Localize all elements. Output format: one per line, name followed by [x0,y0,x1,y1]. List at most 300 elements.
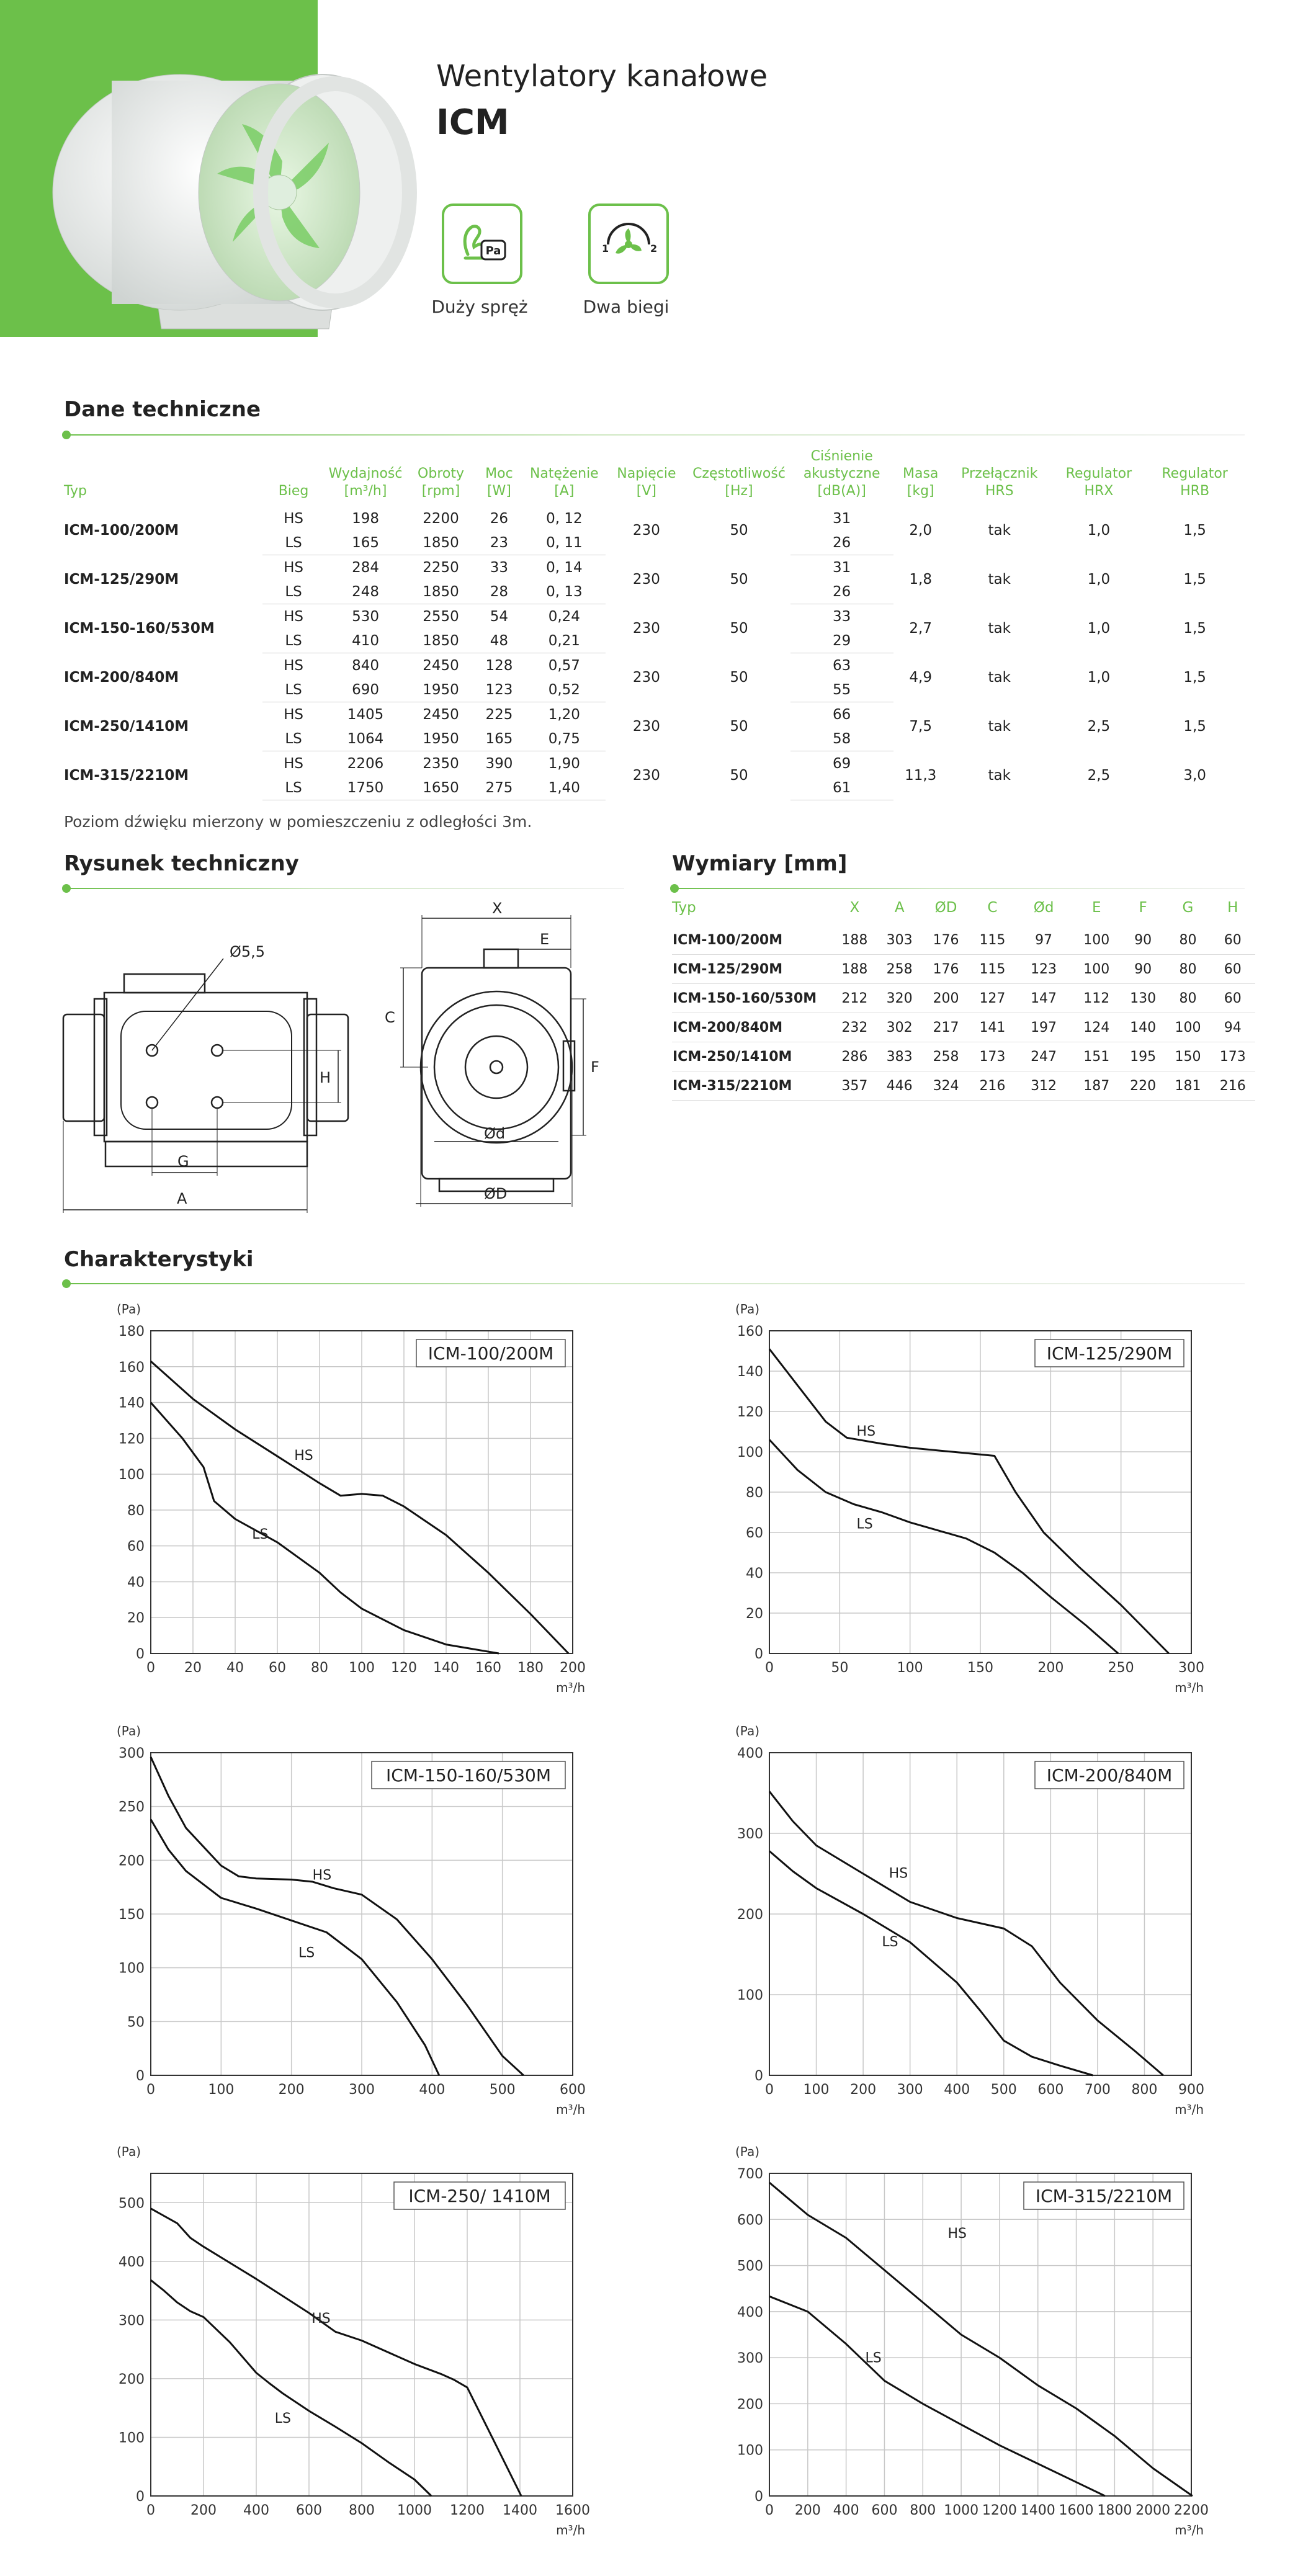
table-cell: 54 [490,608,509,625]
series-line-hs [769,1791,1163,2075]
header-line: [W] [486,483,511,499]
y-axis-label: (Pa) [117,2144,141,2159]
feature-label-two-speed: Dwa biegi [583,297,669,317]
table-cell: 2200 [423,510,459,527]
y-tick-label: 400 [737,1746,763,1761]
x-tick-label: 100 [803,2082,830,2098]
table-cell: 197 [1015,1013,1073,1042]
table-cell: 80 [1165,984,1210,1013]
header-line: [kg] [907,483,934,499]
x-tick-label: 300 [349,2082,375,2098]
table-cell: tak [988,669,1011,686]
dimensions-header-cell: E [1092,900,1101,916]
x-tick-label: 20 [184,1660,202,1676]
table-cell: 303 [877,926,922,955]
table-cell: 2,0 [909,522,932,539]
x-tick-label: 1600 [555,2503,590,2518]
table-cell: 258 [877,955,922,984]
table-cell: ICM-200/840M [672,1013,832,1042]
chart-4 [117,2144,590,2538]
x-tick-label: 800 [1131,2082,1158,2098]
header-line: [V] [636,483,656,499]
y-tick-label: 180 [119,1324,145,1339]
table-cell: 176 [922,955,970,984]
table-cell: 212 [832,984,877,1013]
table-cell: 100 [1073,926,1121,955]
table-cell: LS [262,579,324,604]
y-tick-label: 160 [119,1359,145,1375]
y-tick-label: 500 [119,2196,145,2212]
header-line: HRB [1180,483,1210,499]
series-label-hs: HS [947,2226,967,2242]
x-tick-label: 200 [190,2503,217,2518]
table-cell: LS [262,776,324,800]
y-tick-label: 100 [737,1988,763,2003]
table-cell: 128 [485,657,513,674]
y-tick-label: 300 [119,2313,145,2329]
x-tick-label: 200 [278,2082,305,2098]
y-tick-label: 500 [737,2258,763,2274]
x-tick-label: 200 [560,1660,586,1676]
header-line: Masa [903,466,939,481]
series-line-ls [151,2280,431,2496]
table-cell: 50 [730,669,748,686]
dimensions-header-cell: ØD [934,900,957,916]
table-cell: 0,24 [548,608,580,625]
series-label-ls: LS [252,1527,269,1543]
x-tick-label: 1000 [944,2503,979,2518]
x-tick-label: 180 [517,1660,544,1676]
y-axis-label: (Pa) [735,1724,760,1738]
x-tick-label: 500 [990,2082,1017,2098]
table-cell: 173 [1211,1042,1255,1071]
table-cell: 188 [832,955,877,984]
table-cell: 216 [1211,1071,1255,1101]
table-cell: LS [262,530,324,555]
table-cell: 48 [475,628,523,653]
series-line-ls [769,1440,1118,1654]
table-cell: 230 [632,669,660,686]
y-tick-label: 100 [119,2430,145,2446]
table-cell: ICM-250/1410M [64,718,189,735]
x-tick-label: 600 [871,2503,898,2518]
table-cell: 1,40 [523,776,606,800]
x-tick-label: 140 [433,1660,459,1676]
x-axis-label: m³/h [556,1680,585,1695]
table-cell: 50 [730,767,748,784]
chart-0 [117,1302,586,1695]
x-tick-label: 1000 [397,2503,432,2518]
table-cell: 94 [1211,1013,1255,1042]
series-label-hs: HS [311,2311,331,2327]
header-line: Regulator [1162,466,1228,481]
table-cell: 31 [833,559,851,576]
table-cell: 530 [352,608,379,625]
table-cell: 1850 [406,530,475,555]
y-tick-label: 100 [119,1467,145,1483]
table-cell: 60 [1211,926,1255,955]
y-tick-label: 0 [754,2068,763,2084]
table-cell: 230 [632,718,660,735]
table-cell: 324 [922,1071,970,1101]
drawing-label-c: C [385,1009,395,1026]
table-cell: 112 [1073,984,1121,1013]
dimensions-header-cell: A [894,900,905,916]
table-cell: 247 [1015,1042,1073,1071]
series-label-ls: LS [856,1516,873,1532]
x-axis-label: m³/h [1175,1680,1204,1695]
table-cell: tak [988,522,1011,539]
x-tick-label: 600 [560,2082,586,2098]
table-cell: 151 [1073,1042,1121,1071]
table-cell: LS [262,628,324,653]
x-tick-label: 400 [243,2503,269,2518]
table-cell: 312 [1015,1071,1073,1101]
table-cell: 33 [490,559,509,576]
drawing-label-e: E [540,931,550,948]
drawing-label-d-outer: ØD [484,1185,508,1202]
table-cell: 1,5 [1183,718,1206,735]
x-tick-label: 200 [1037,1660,1064,1676]
drawing-label-h: H [320,1069,331,1086]
chart-title: ICM-250/ 1410M [408,2186,551,2206]
feature-label-pressure: Duży spręż [431,297,528,317]
drawing-label-a: A [177,1190,187,1207]
table-cell: 217 [922,1013,970,1042]
x-tick-label: 600 [1037,2082,1064,2098]
table-cell: 100 [1073,955,1121,984]
section-title-dimensions: Wymiary [mm] [672,851,848,876]
chart-5 [735,2144,1209,2538]
table-cell: HS [284,608,303,625]
table-cell: 0, 14 [546,559,583,576]
page-title: ICM [436,102,509,143]
speed-2-label: 2 [650,243,658,254]
x-tick-label: 160 [475,1660,501,1676]
table-cell: 446 [877,1071,922,1101]
table-cell: 147 [1015,984,1073,1013]
table-cell: 275 [475,776,523,800]
x-tick-label: 300 [1178,1660,1204,1676]
table-cell: 26 [790,530,893,555]
chart-title: ICM-315/2210M [1035,2186,1173,2206]
table-cell: 1,5 [1183,571,1206,588]
table-cell: 130 [1121,984,1165,1013]
chart-title: ICM-100/200M [428,1343,554,1364]
y-tick-label: 100 [737,2443,763,2459]
table-cell: 0,75 [523,727,606,751]
y-tick-label: 0 [136,1647,145,1662]
table-cell: 187 [1073,1071,1121,1101]
table-cell: 127 [970,984,1014,1013]
header-line: Typ [64,483,87,499]
table-cell: 1950 [406,678,475,702]
x-tick-label: 400 [833,2503,859,2518]
table-cell: ICM-150-160/530M [672,984,832,1013]
x-tick-label: 120 [391,1660,417,1676]
table-cell: 216 [970,1071,1014,1101]
table-cell: ICM-200/840M [64,669,179,686]
table-cell: 90 [1121,955,1165,984]
table-cell: ICM-150-160/530M [64,620,215,637]
table-cell: ICM-250/1410M [672,1042,832,1071]
x-tick-label: 0 [146,1660,155,1676]
y-tick-label: 400 [737,2304,763,2320]
dimensions-header-cell: G [1182,900,1194,916]
y-axis-label: (Pa) [117,1302,141,1317]
table-cell: 1,0 [1087,522,1111,539]
y-tick-label: 0 [754,2489,763,2505]
table-cell: 58 [790,727,893,751]
y-tick-label: 200 [737,1907,763,1923]
chart-3 [735,1724,1204,2117]
series-line-hs [769,2183,1193,2496]
x-tick-label: 1400 [1020,2503,1055,2518]
drawing-label-g: G [177,1153,189,1170]
table-cell: 0,52 [523,678,606,702]
table-cell: tak [988,767,1011,784]
table-cell: 115 [970,955,1014,984]
series-label-hs: HS [889,1866,908,1882]
series-label-ls: LS [274,2410,291,2426]
y-tick-label: 400 [119,2254,145,2270]
chart-title: ICM-200/840M [1046,1765,1173,1786]
series-line-ls [151,1403,499,1653]
y-tick-label: 120 [737,1405,763,1420]
x-tick-label: 0 [765,1660,774,1676]
table-cell: 410 [325,628,407,653]
y-tick-label: 20 [746,1606,763,1622]
table-cell: 80 [1165,926,1210,955]
drawing-label-hole: Ø5,5 [230,943,266,960]
x-tick-label: 0 [765,2082,774,2098]
table-cell: 173 [970,1042,1014,1071]
table-cell: 3,0 [1183,767,1206,784]
series-label-ls: LS [882,1934,898,1950]
section-title-tech-data: Dane techniczne [64,397,261,422]
table-cell: 66 [833,706,851,723]
header-line: Wydajność [328,466,403,481]
table-cell: ICM-100/200M [64,522,179,539]
x-tick-label: 200 [794,2503,821,2518]
table-cell: 1,0 [1087,620,1111,637]
table-cell: 1,20 [548,706,580,723]
y-tick-label: 200 [119,1853,145,1869]
table-cell: 26 [790,579,893,604]
header-line: Przełącznik [961,466,1038,481]
table-cell: 0,57 [548,657,580,674]
x-tick-label: 300 [897,2082,923,2098]
x-tick-label: 0 [146,2503,155,2518]
table-cell: 1,0 [1087,571,1111,588]
table-cell: tak [988,718,1011,735]
series-line-hs [151,1361,568,1653]
y-tick-label: 20 [127,1611,145,1627]
pressure-icon-text: Pa [485,244,501,257]
dimensions-header-cell: Typ [672,900,696,916]
chart-title: ICM-150-160/530M [385,1765,552,1786]
table-cell: 0, 11 [523,530,606,555]
table-cell: 63 [833,657,851,674]
drawing-label-x: X [492,900,503,917]
x-tick-label: 100 [349,1660,375,1676]
table-cell: 1950 [406,727,475,751]
x-tick-label: 800 [910,2503,936,2518]
table-cell: 0,21 [523,628,606,653]
speed-1-label: 1 [602,243,609,254]
y-tick-label: 40 [127,1575,145,1591]
table-cell: ICM-315/2210M [672,1071,832,1101]
y-tick-label: 100 [119,1961,145,1977]
header-line: HRX [1084,483,1114,499]
table-cell: 1,8 [909,571,932,588]
x-tick-label: 900 [1178,2082,1204,2098]
table-cell: 1,0 [1087,669,1111,686]
y-tick-label: 0 [136,2068,145,2084]
table-cell: 123 [475,678,523,702]
table-cell: 1850 [406,628,475,653]
table-cell: 124 [1073,1013,1121,1042]
table-cell: 176 [922,926,970,955]
table-cell: 690 [325,678,407,702]
table-cell: 2,5 [1087,767,1111,784]
header-line: Ciśnienie [810,449,873,464]
table-cell: 181 [1165,1071,1210,1101]
table-cell: 230 [632,571,660,588]
header-line: Częstotliwość [692,466,786,481]
y-tick-label: 50 [127,2015,145,2031]
x-axis-label: m³/h [1175,2523,1204,2538]
section-title-drawing: Rysunek techniczny [64,851,299,876]
y-tick-label: 60 [746,1526,763,1541]
table-cell: 140 [1121,1013,1165,1042]
y-tick-label: 100 [737,1445,763,1460]
x-tick-label: 100 [897,1660,923,1676]
table-cell: 230 [632,522,660,539]
table-cell: 1,5 [1183,620,1206,637]
section-title-charts: Charakterystyki [64,1247,254,1272]
table-cell: HS [284,559,303,576]
chart-1 [735,1302,1204,1695]
y-tick-label: 0 [754,1647,763,1662]
dimensions-header-cell: Ød [1033,900,1054,916]
table-cell: 188 [832,926,877,955]
table-cell: 284 [352,559,379,576]
dimensions-header-cell: H [1227,900,1238,916]
y-tick-label: 300 [737,1827,763,1842]
header-line: [m³/h] [344,483,387,499]
drawing-label-f: F [591,1058,599,1076]
header-line: Obroty [418,466,464,481]
table-cell: 28 [475,579,523,604]
drawing-label-d-inner: Ød [484,1125,506,1142]
header-line: Bieg [278,483,309,499]
y-tick-label: 0 [136,2489,145,2505]
x-tick-label: 50 [831,1660,849,1676]
table-cell: 0, 12 [546,510,583,527]
x-tick-label: 0 [146,2082,155,2098]
x-tick-label: 150 [967,1660,993,1676]
table-footnote: Poziom dźwięku mierzony w pomieszczeniu z odległości 3m. [64,813,532,831]
y-tick-label: 200 [119,2371,145,2387]
y-axis-label: (Pa) [735,1302,760,1317]
table-cell: 61 [790,776,893,800]
table-cell: 150 [1165,1042,1210,1071]
table-cell: 2250 [423,559,459,576]
table-cell: 97 [1015,926,1073,955]
table-cell: 258 [922,1042,970,1071]
y-tick-label: 200 [737,2397,763,2413]
table-cell: 90 [1121,926,1165,955]
chart-title: ICM-125/290M [1046,1343,1173,1364]
table-cell: 2550 [423,608,459,625]
y-axis-label: (Pa) [117,1724,141,1738]
table-cell: ICM-125/290M [64,571,179,588]
table-cell: 302 [877,1013,922,1042]
table-cell: 225 [485,706,513,723]
table-cell: 0, 13 [523,579,606,604]
table-cell: 390 [485,755,513,772]
table-cell: 1,90 [548,755,580,772]
x-tick-label: 100 [208,2082,235,2098]
header-line: HRS [985,483,1014,499]
table-cell: HS [284,510,303,527]
table-cell: 29 [790,628,893,653]
x-tick-label: 400 [419,2082,446,2098]
y-tick-label: 140 [119,1395,145,1411]
table-cell: 60 [1211,955,1255,984]
x-tick-label: 250 [1108,1660,1134,1676]
header-line: Natężenie [529,466,599,481]
series-label-hs: HS [294,1448,313,1464]
table-cell: 840 [352,657,379,674]
table-cell: 69 [833,755,851,772]
series-label-hs: HS [856,1424,876,1439]
header-line: Moc [485,466,513,481]
table-cell: 2206 [347,755,384,772]
table-cell: 23 [475,530,523,555]
table-cell: 320 [877,984,922,1013]
x-tick-label: 700 [1084,2082,1111,2098]
table-cell: 230 [632,767,660,784]
table-cell: 198 [352,510,379,527]
table-cell: 50 [730,571,748,588]
x-tick-label: 600 [296,2503,322,2518]
table-cell: 4,9 [909,669,932,686]
y-axis-label: (Pa) [735,2144,760,2159]
chart-2 [117,1724,586,2117]
dimensions-header-cell: C [987,900,998,916]
table-cell: 1750 [325,776,407,800]
table-cell: 1650 [406,776,475,800]
y-tick-label: 120 [119,1431,145,1447]
header-line: [rpm] [421,483,460,499]
header-line: Napięcie [617,466,676,481]
x-axis-label: m³/h [1175,2102,1204,2117]
y-tick-label: 600 [737,2212,763,2229]
x-tick-label: 1200 [982,2503,1017,2518]
y-tick-label: 140 [737,1364,763,1380]
table-cell: 165 [475,727,523,751]
table-cell: 1064 [325,727,407,751]
table-cell: 2450 [423,657,459,674]
series-line-hs [151,2209,521,2496]
table-cell: 31 [833,510,851,527]
table-cell: ICM-125/290M [672,955,832,984]
y-tick-label: 150 [119,1907,145,1923]
y-tick-label: 300 [119,1746,145,1761]
x-axis-label: m³/h [556,2523,585,2538]
